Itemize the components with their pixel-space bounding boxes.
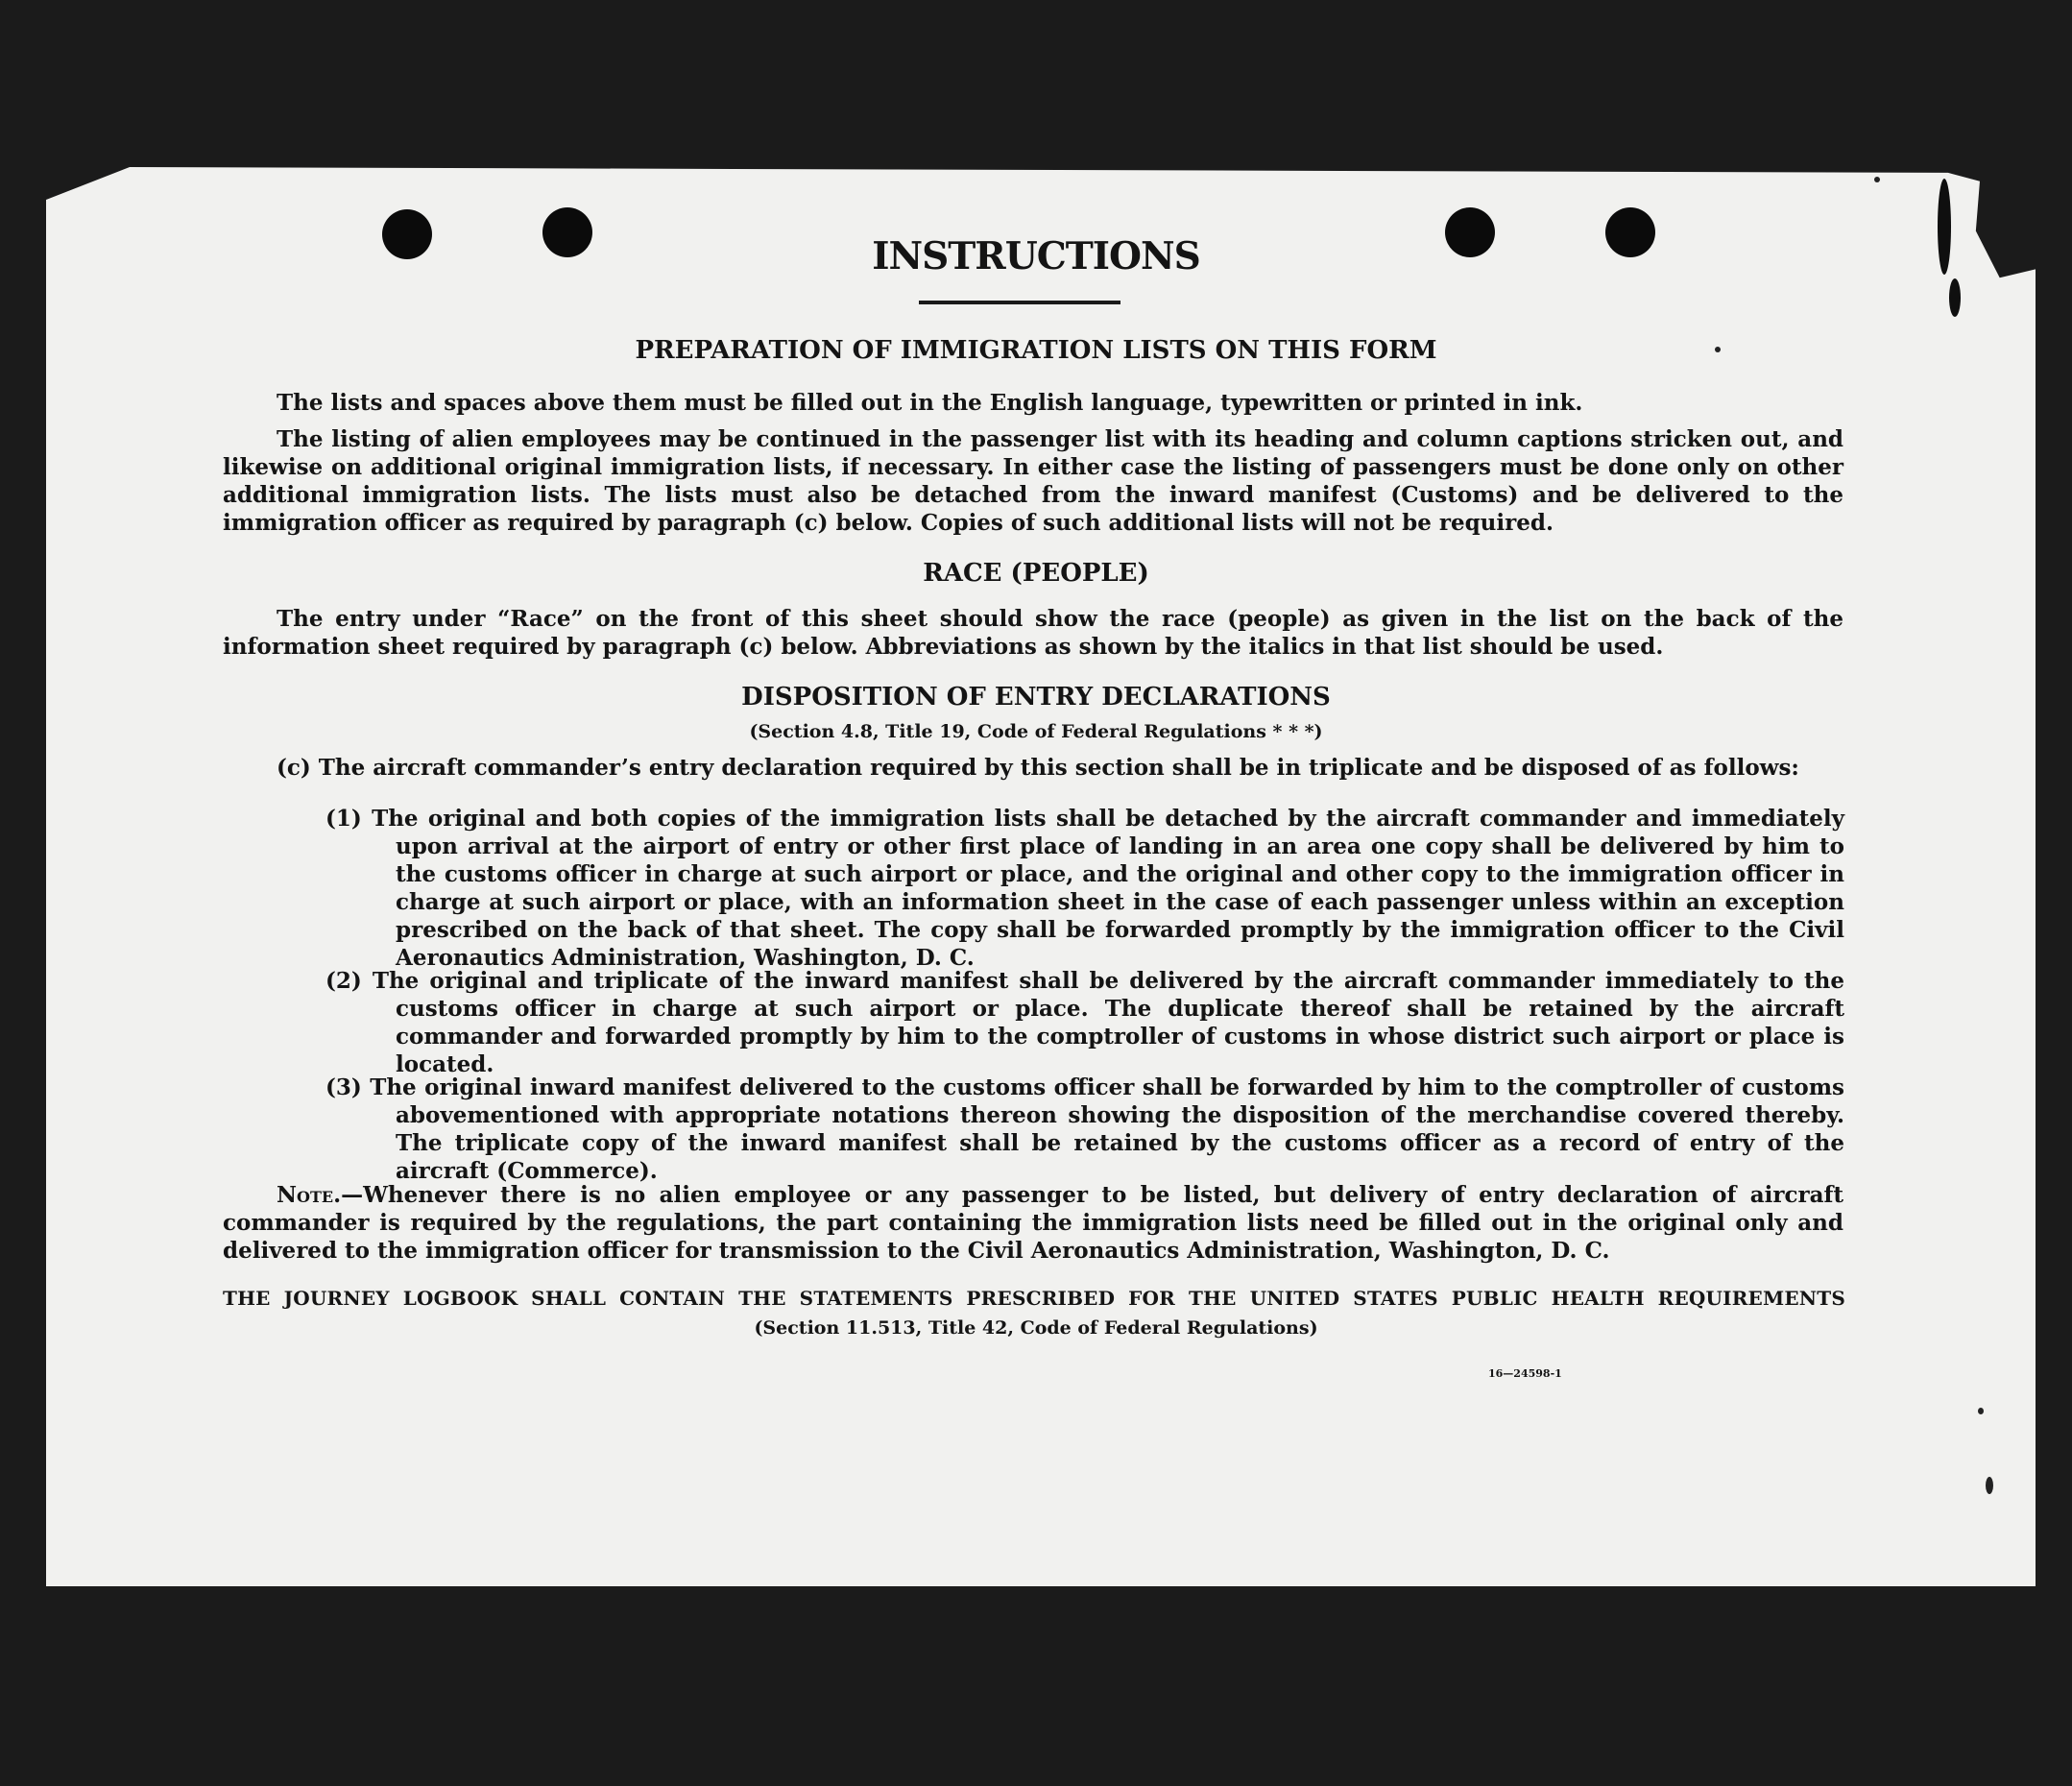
preparation-heading: PREPARATION OF IMMIGRATION LISTS ON THIS FORM — [635, 336, 1437, 365]
race-heading: RACE (PEOPLE) — [923, 559, 1149, 588]
preparation-paragraph-2: The listing of alien employees may be continued in the passenger list with its heading and column captions stricken out, and likewise on additional original immigration lists, if necessary. In either case the listing of passengers must be done only on other additional immigration lists. The lists must also be detached from the inward manifest (Customs) and be delivered to the immigration officer as required by paragraph (c) below. Copies of such additional lists will not be required. — [223, 426, 1843, 536]
disposition-citation: (Section 4.8, Title 19, Code of Federal Regulations * * *) — [749, 721, 1323, 742]
race-paragraph: The entry under “Race” on the front of this sheet should show the race (people) as given in the list on the back of the information sheet required by paragraph (c) below. Abbreviations as shown by the italics in that list should be used. — [223, 606, 1843, 660]
note-text: —Whenever there is no alien employee or any passenger to be listed, but delivery of entry declaration of aircraft commander is required by the regulations, the part containing the immigration lists need be filled out in the original only and delivered to the immigration officer for transmission to the Civil Aeronautics Administration, Washington, D. C. — [223, 1182, 1843, 1264]
note-paragraph — [223, 1181, 1843, 1265]
note-label: Note. — [277, 1182, 342, 1208]
disposition-item-3: (3) The original inward manifest delivered to the customs officer shall be forwarded by him to the comptroller of customs abovementioned with appropriate notations thereon showing the disposition of the merchandise covered thereby. The triplicate copy of the inward manifest shall be retained by the customs officer as a record of entry of the aircraft (Commerce). — [325, 1074, 1844, 1184]
page-title: INSTRUCTIONS — [872, 234, 1200, 278]
disposition-item-2: (2) The original and triplicate of the inward manifest shall be delivered by the aircraft commander immediately to the customs officer in charge at such airport or place. The duplicate thereof shall be retained by the aircraft commander and forwarded promptly by him to the comptroller of customs in whose district such airport or place is located. — [325, 968, 1844, 1077]
journey-logbook-statement: THE JOURNEY LOGBOOK SHALL CONTAIN THE STATEMENTS PRESCRIBED FOR THE UNITED STATES PUBLIC HEALTH REQUIREMENTS — [223, 1287, 1845, 1310]
torn-edge — [1949, 278, 1961, 317]
title-rule — [919, 301, 1120, 304]
disposition-intro: (c) The aircraft commander’s entry declaration required by this section shall be in triplicate and be disposed of as follows: — [277, 755, 1799, 781]
speck — [1874, 177, 1880, 182]
disposition-heading: DISPOSITION OF ENTRY DECLARATIONS — [741, 683, 1331, 712]
preparation-paragraph-1: The lists and spaces above them must be filled out in the English language, typewritten or printed in ink. — [277, 390, 1583, 416]
disposition-item-1: (1) The original and both copies of the immigration lists shall be detached by the aircraft commander and immediately upon arrival at the airport of entry or other first place of landing in an area one copy shall be delivered by him to the customs officer in charge at such airport or place, and the original and other copy to the immigration officer in charge at such airport or place, with an information sheet in the case of each passenger unless within an exception prescribed on the back of that sheet. The copy shall be forwarded promptly by the immigration officer to the Civil Aeronautics Administration, Washington, D. C. — [325, 806, 1844, 971]
journey-citation: (Section 11.513, Title 42, Code of Federal Regulations) — [754, 1317, 1318, 1339]
form-number: 16—24598-1 — [1488, 1367, 1562, 1380]
speck — [1978, 1408, 1984, 1414]
speck — [1986, 1477, 1993, 1494]
